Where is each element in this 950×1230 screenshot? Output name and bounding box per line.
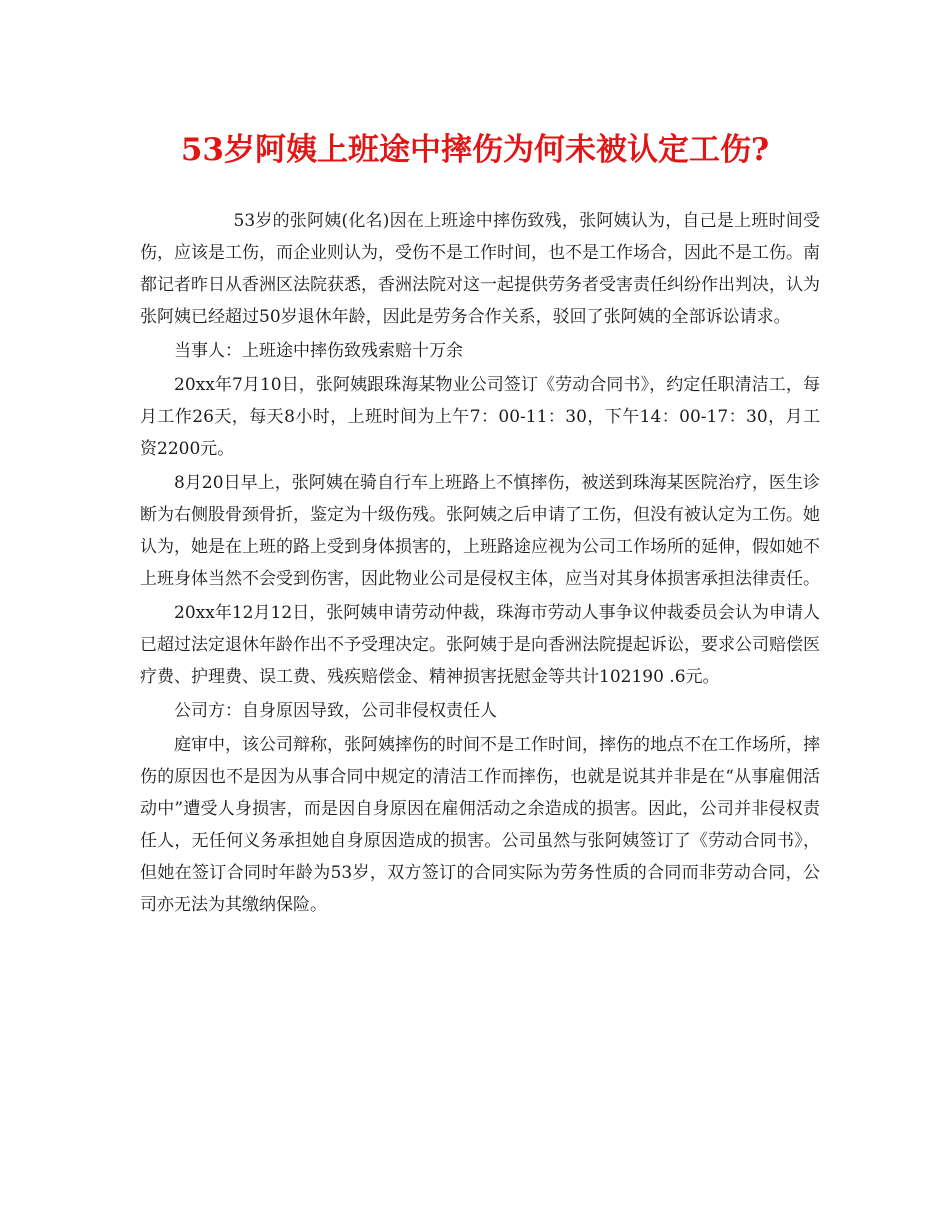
document-title: 53岁阿姨上班途中摔伤为何未被认定工伤? [180, 132, 770, 168]
arbitration-paragraph: 20xx年12月12日，张阿姨申请劳动仲裁，珠海市劳动人事争议仲裁委员会认为申请人已超过法定退休年龄作出不予受理决定。张阿姨于是向香洲法院提起诉讼，要求公司赔偿医疗费、护理费、误工费、残疾赔偿金、精神损害抚慰金等共计102190 .6元。 [140, 603, 820, 687]
contract-paragraph: 20xx年7月10日，张阿姨跟珠海某物业公司签订《劳动合同书》，约定任职清洁工，每月工作26天，每天8小时，上班时间为上午7：00-11：30，下午14：00-17：30，月工资2200元。 [140, 375, 820, 459]
injury-paragraph: 8月20日早上，张阿姨在骑自行车上班路上不慎摔伤，被送到珠海某医院治疗，医生诊断为右侧股骨颈骨折，鉴定为十级伤残。张阿姨之后申请了工伤，但没有被认定为工伤。她认为，她是在上班的路上受到身体损害的，上班路途应视为公司工作场所的延伸，假如她不上班身体当然不会受到伤害，因此物业公司是侵权主体，应当对其身体损害承担法律责任。 [140, 473, 820, 589]
section-heading-company: 公司方：自身原因导致，公司非侵权责任人 [174, 701, 497, 721]
document-body [140, 205, 820, 923]
section-heading-party: 当事人：上班途中摔伤致残索赔十万余 [174, 341, 463, 361]
intro-paragraph: 53岁的张阿姨(化名)因在上班途中摔伤致残，张阿姨认为，自己是上班时间受伤，应该是工伤，而企业则认为，受伤不是工作时间，也不是工作场合，因此不是工伤。南都记者昨日从香洲区法院获悉，香洲法院对这一起提供劳务者受害责任纠纷作出判决，认为张阿姨已经超过50岁退休年龄，因此是劳务合作关系，驳回了张阿姨的全部诉讼请求。 [140, 211, 820, 327]
court-paragraph: 庭审中，该公司辩称，张阿姨摔伤的时间不是工作时间，摔伤的地点不在工作场所，摔伤的原因也不是因为从事合同中规定的清洁工作而摔伤，也就是说其并非是在“从事雇佣活动中”遭受人身损害，而是因自身原因在雇佣活动之余造成的损害。因此，公司并非侵权责任人，无任何义务承担她自身原因造成的损害。公司虽然与张阿姨签订了《劳动合同书》，但她在签订合同时年龄为53岁，双方签订的合同实际为劳务性质的合同而非劳动合同，公司亦无法为其缴纳保险。 [140, 735, 820, 915]
